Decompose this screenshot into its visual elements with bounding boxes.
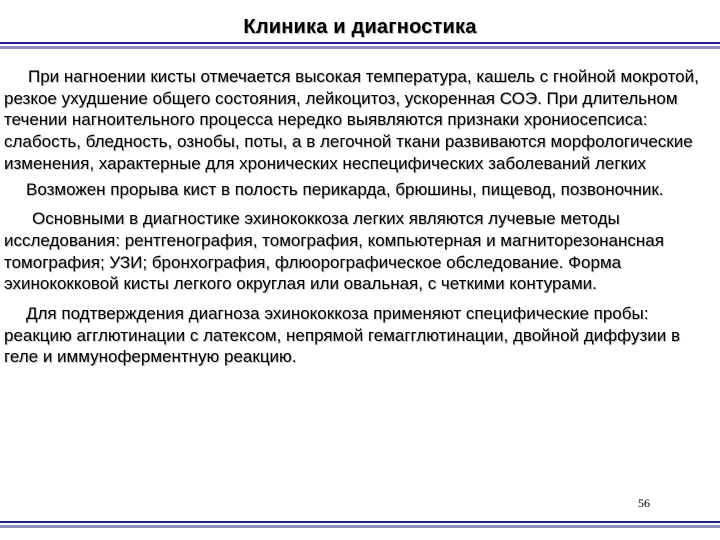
- title-underline-light: [0, 46, 720, 49]
- footer-rule-dark: [0, 521, 720, 523]
- page-number: 56: [638, 496, 650, 510]
- slide-body: [4, 66, 714, 372]
- title-underline-dark: [0, 42, 720, 44]
- paragraph-suppuration: При нагноении кисты отмечается высокая температура, кашель с гнойной мокротой, резкое ухудшение общего состояния, лейкоцитоз, ускоренная СОЭ. При длительном течении нагноительного процесса нередко выявляются признаки хрониосепсиса: слабость, бледность, ознобы, поты, а в легочной ткани развиваются морфологические изменения, характерные для хронических неспецифических заболеваний легких: [4, 67, 699, 173]
- slide-title: Клиника и диагностика: [243, 16, 477, 38]
- paragraph-cyst-rupture: Возможен прорыва кист в полость перикарда, брюшины, пищевод, позвоночник.: [26, 179, 664, 199]
- footer-rule-light: [0, 525, 720, 528]
- paragraph-radiologic-diagnosis: Основными в диагностике эхинококкоза легких являются лучевые методы исследования: рентгенография, томография, компьютерная и магниторезонансная томография; УЗИ; бронхография, флюорографическое обследование. Форма эхинококковой кисты легкого округлая или овальная, с четкими контурами.: [4, 209, 664, 294]
- paragraph-serologic-tests: Для подтверждения диагноза эхинококкоза применяют специфические пробы: реакцию агглютинации с латексом, непрямой гемагглютинации, двойной диффузии в геле и иммуноферментную реакцию.: [4, 304, 680, 367]
